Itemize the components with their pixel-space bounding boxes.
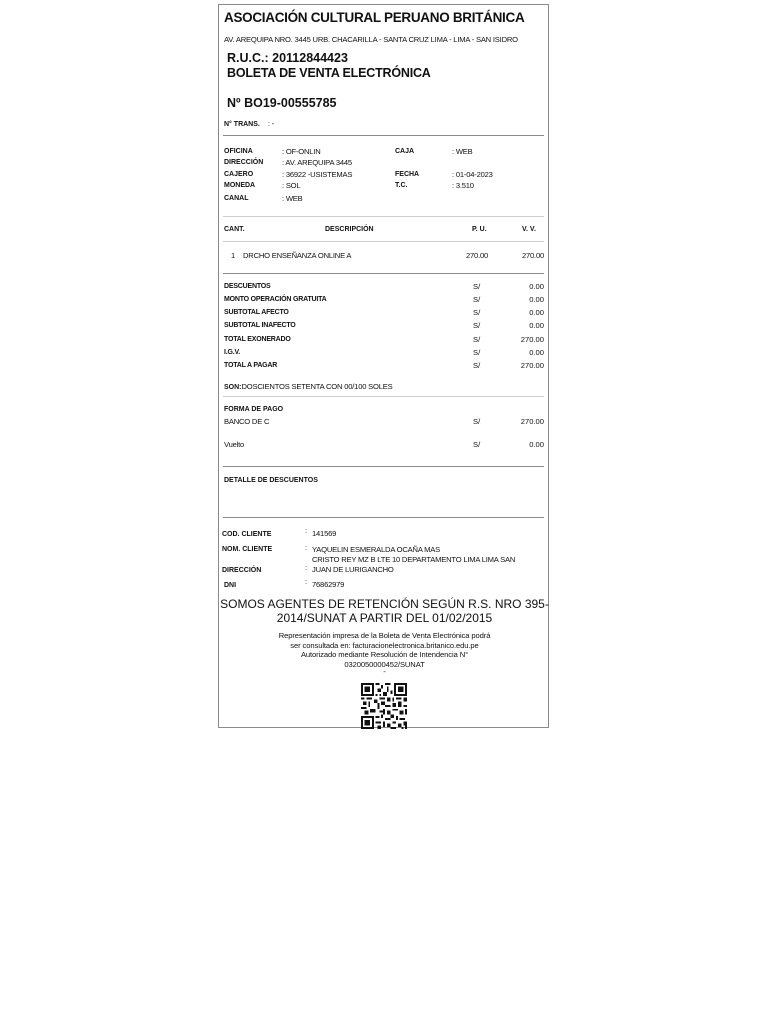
fecha-value: : 01-04-2023	[452, 170, 493, 179]
summary-label: I.G.V.	[224, 349, 241, 356]
divider	[223, 241, 544, 242]
vuelto-label: Vuelto	[224, 440, 245, 449]
vuelto-currency: S/	[473, 440, 481, 449]
item-cant: 1	[231, 251, 236, 260]
divider	[223, 396, 544, 397]
tc-value: : 3.510	[452, 181, 474, 190]
document-number: Nº BO19-00555785	[227, 96, 337, 110]
column-cant: CANT.	[224, 226, 245, 233]
legal-notice	[219, 631, 550, 675]
oficina-value: : OF-ONLIN	[282, 147, 321, 156]
summary-label: TOTAL A PAGAR	[224, 362, 278, 369]
summary-amount: 270.00	[520, 335, 544, 344]
son-text: DOSCIENTOS SETENTA CON 00/100 SOLES	[241, 382, 393, 391]
summary-currency: S/	[473, 348, 481, 357]
legal-line: ser consultada en: facturacionelectronica.britanico.edu.pe	[290, 640, 479, 650]
summary-currency: S/	[473, 361, 481, 370]
separator: :	[305, 577, 307, 586]
client-name: YAQUELIN ESMERALDA OCAÑA MAS	[312, 545, 441, 554]
summary-label: SUBTOTAL AFECTO	[224, 309, 289, 316]
legal-line: 0320050000452/SUNAT	[344, 659, 425, 669]
summary-label: SUBTOTAL INAFECTO	[224, 322, 296, 329]
payment-amount: 270.00	[520, 417, 544, 426]
transaction-label: N° TRANS.	[224, 121, 260, 128]
item-value: 270.00	[521, 251, 544, 260]
summary-label: TOTAL EXONERADO	[224, 336, 291, 343]
column-vv: V. V.	[522, 226, 536, 233]
summary-currency: S/	[473, 282, 481, 291]
discount-detail-title: DETALLE DE DESCUENTOS	[224, 477, 318, 484]
qr-code	[361, 683, 407, 729]
summary-currency: S/	[473, 335, 481, 344]
payment-currency: S/	[473, 417, 481, 426]
legal-line: -	[383, 667, 386, 677]
vuelto-amount: 0.00	[529, 440, 544, 449]
summary-currency: S/	[473, 295, 481, 304]
divider	[223, 466, 544, 467]
summary-currency: S/	[473, 321, 481, 330]
cajero-value: : 36922 -USISTEMAS	[282, 170, 353, 179]
summary-label: DESCUENTOS	[224, 283, 271, 290]
summary-label: MONTO OPERACIÓN GRATUITA	[224, 296, 327, 303]
summary-amount: 0.00	[529, 308, 544, 317]
ruc-number: R.U.C.: 20112844423	[227, 51, 348, 65]
divider	[223, 517, 544, 518]
oficina-label: OFICINA	[224, 148, 253, 155]
client-code: 141569	[312, 529, 337, 538]
receipt	[218, 4, 549, 728]
divider	[223, 273, 544, 274]
transaction-value: : -	[267, 119, 274, 128]
summary-amount: 0.00	[529, 282, 544, 291]
amount-in-words	[224, 376, 392, 394]
payment-title: FORMA DE PAGO	[224, 406, 284, 413]
client-code-label: COD. CLIENTE	[222, 531, 272, 538]
moneda-value: : SOL	[282, 181, 301, 190]
divider	[223, 135, 544, 136]
client-name-label: NOM. CLIENTE	[222, 546, 273, 553]
caja-label: CAJA	[395, 148, 415, 155]
caja-value: : WEB	[452, 147, 473, 156]
company-address: AV. AREQUIPA NRO. 3445 URB. CHACARILLA - SANTA CRUZ LIMA - LIMA - SAN ISIDRO	[224, 35, 518, 44]
client-address-label: DIRECCIÓN	[222, 567, 262, 574]
column-descripcion: DESCRIPCIÓN	[325, 226, 374, 233]
divider	[223, 216, 544, 217]
item-description: DRCHO ENSEÑANZA ONLINE A	[243, 251, 352, 260]
cajero-label: CAJERO	[224, 171, 254, 178]
direccion-value: : AV. AREQUIPA 3445	[282, 158, 352, 167]
canal-label: CANAL	[224, 195, 249, 202]
canal-value: : WEB	[282, 194, 303, 203]
separator: :	[305, 563, 307, 572]
dni-label: DNI	[224, 582, 237, 589]
separator: :	[305, 526, 307, 535]
company-name: ASOCIACIÓN CULTURAL PERUANO BRITÁNICA	[224, 10, 525, 25]
tc-label: T.C.	[395, 182, 408, 189]
summary-amount: 0.00	[529, 295, 544, 304]
document-type: BOLETA DE VENTA ELECTRÓNICA	[227, 66, 431, 80]
item-unit-price: 270.00	[466, 251, 489, 260]
client-address-line1: CRISTO REY MZ B LTE 10 DEPARTAMENTO LIMA LIMA SAN	[312, 555, 516, 564]
legal-line: Autorizado mediante Resolución de Intendencia N°	[300, 650, 469, 660]
summary-amount: 270.00	[520, 361, 544, 370]
summary-currency: S/	[473, 308, 481, 317]
moneda-label: MONEDA	[224, 182, 256, 189]
separator: :	[305, 543, 307, 552]
transaction-row	[224, 119, 274, 128]
payment-method: BANCO DE C	[224, 417, 270, 426]
son-label: SON:	[224, 384, 242, 391]
column-pu: P. U.	[472, 226, 487, 233]
dni-value: 76862979	[312, 580, 345, 589]
client-address-line2: JUAN DE LURIGANCHO	[312, 565, 394, 574]
retention-notice: SOMOS AGENTES DE RETENCIÓN SEGÚN R.S. NRO 395-2014/SUNAT A PARTIR DEL 01/02/2015	[220, 597, 549, 625]
direccion-label: DIRECCIÓN	[224, 159, 264, 166]
fecha-label: FECHA	[395, 171, 420, 178]
summary-amount: 0.00	[529, 321, 544, 330]
legal-line: Representación impresa de la Boleta de Venta Electrónica podrá	[278, 631, 491, 640]
summary-amount: 0.00	[529, 348, 544, 357]
